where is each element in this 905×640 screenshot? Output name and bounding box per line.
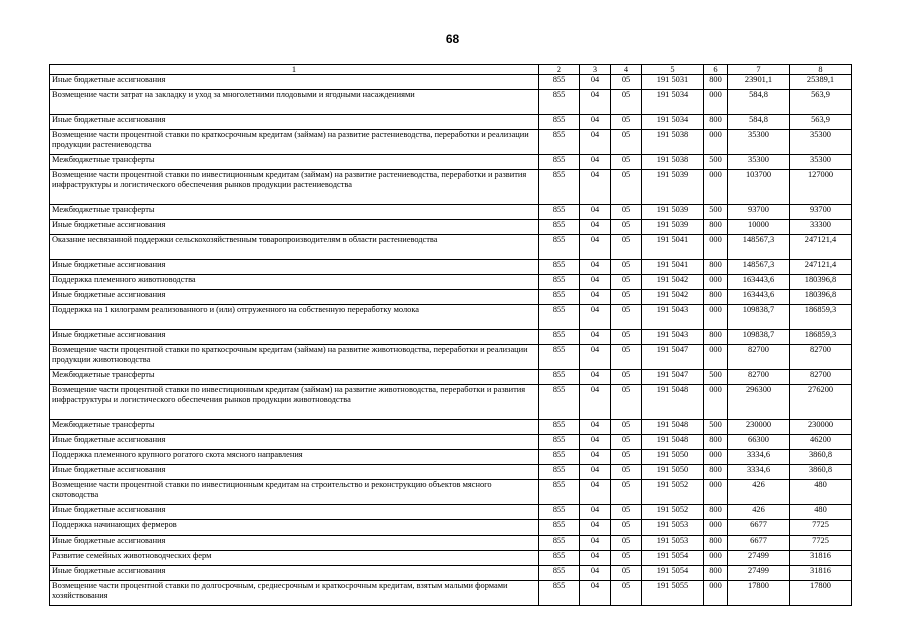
table-row [50,550,852,565]
amount-year-2: 3860,8 [790,465,852,480]
ministry-code: 855 [539,330,580,345]
expense-type-code: 800 [704,535,728,550]
row-name: Иные бюджетные ассигнования [50,535,539,550]
row-name: Иные бюджетные ассигнования [50,434,539,449]
table-row [50,290,852,305]
expense-type-code: 800 [704,290,728,305]
ministry-code: 855 [539,550,580,565]
subsection-code: 05 [611,219,642,234]
subsection-code: 05 [611,90,642,115]
subsection-code: 05 [611,154,642,169]
amount-year-1: 35300 [728,154,790,169]
amount-year-1: 296300 [728,385,790,419]
row-name: Развитие семейных животноводческих ферм [50,550,539,565]
amount-year-1: 148567,3 [728,234,790,259]
row-name: Иные бюджетные ассигнования [50,505,539,520]
section-code: 04 [580,305,611,330]
target-article-code: 191 5053 [642,535,704,550]
target-article-code: 191 5048 [642,385,704,419]
section-code: 04 [580,154,611,169]
subsection-code: 05 [611,330,642,345]
expense-type-code: 500 [704,204,728,219]
subsection-code: 05 [611,450,642,465]
expense-type-code: 000 [704,385,728,419]
expense-type-code: 800 [704,259,728,274]
amount-year-2: 247121,4 [790,234,852,259]
ministry-code: 855 [539,535,580,550]
header-cell: 4 [611,65,642,75]
amount-year-2: 35300 [790,130,852,155]
section-code: 04 [580,565,611,580]
ministry-code: 855 [539,520,580,535]
subsection-code: 05 [611,290,642,305]
table-row [50,370,852,385]
target-article-code: 191 5055 [642,581,704,606]
amount-year-2: 480 [790,505,852,520]
row-name: Иные бюджетные ассигнования [50,259,539,274]
header-cell: 2 [539,65,580,75]
amount-year-2: 180396,8 [790,290,852,305]
amount-year-2: 46200 [790,434,852,449]
expense-type-code: 000 [704,90,728,115]
section-code: 04 [580,581,611,606]
row-name: Иные бюджетные ассигнования [50,465,539,480]
subsection-code: 05 [611,259,642,274]
ministry-code: 855 [539,565,580,580]
table-row [50,234,852,259]
table-row [50,345,852,370]
row-name: Поддержка племенного животноводства [50,274,539,289]
amount-year-2: 186859,3 [790,305,852,330]
subsection-code: 05 [611,345,642,370]
amount-year-1: 103700 [728,170,790,204]
section-code: 04 [580,450,611,465]
ministry-code: 855 [539,130,580,155]
expense-type-code: 500 [704,154,728,169]
ministry-code: 855 [539,305,580,330]
table-row [50,520,852,535]
table-row [50,385,852,419]
subsection-code: 05 [611,434,642,449]
row-name: Возмещение части процентной ставки по долгосрочным, среднесрочным и краткосрочным кредитам, взятым малыми формами хозяйствования [50,581,539,606]
amount-year-1: 82700 [728,345,790,370]
section-code: 04 [580,204,611,219]
header-cell: 1 [50,65,539,75]
table-row [50,330,852,345]
expense-type-code: 800 [704,505,728,520]
expense-type-code: 800 [704,434,728,449]
row-name: Межбюджетные трансферты [50,154,539,169]
expense-type-code: 000 [704,581,728,606]
expense-type-code: 000 [704,550,728,565]
table-row [50,505,852,520]
ministry-code: 855 [539,450,580,465]
ministry-code: 855 [539,114,580,129]
subsection-code: 05 [611,505,642,520]
section-code: 04 [580,130,611,155]
ministry-code: 855 [539,219,580,234]
budget-table [49,64,852,606]
header-row [50,65,852,75]
expense-type-code: 800 [704,465,728,480]
ministry-code: 855 [539,465,580,480]
target-article-code: 191 5034 [642,90,704,115]
target-article-code: 191 5039 [642,204,704,219]
subsection-code: 05 [611,520,642,535]
expense-type-code: 000 [704,345,728,370]
row-name: Поддержка племенного крупного рогатого скота мясного направления [50,450,539,465]
subsection-code: 05 [611,480,642,505]
expense-type-code: 000 [704,450,728,465]
amount-year-2: 563,9 [790,90,852,115]
subsection-code: 05 [611,385,642,419]
amount-year-1: 82700 [728,370,790,385]
amount-year-2: 17800 [790,581,852,606]
table-row [50,259,852,274]
section-code: 04 [580,114,611,129]
section-code: 04 [580,170,611,204]
table-row [50,170,852,204]
amount-year-1: 3334,6 [728,450,790,465]
target-article-code: 191 5043 [642,330,704,345]
expense-type-code: 000 [704,170,728,204]
header-cell: 3 [580,65,611,75]
target-article-code: 191 5050 [642,465,704,480]
target-article-code: 191 5043 [642,305,704,330]
expense-type-code: 800 [704,219,728,234]
header-cell: 8 [790,65,852,75]
section-code: 04 [580,520,611,535]
ministry-code: 855 [539,274,580,289]
table-row [50,75,852,90]
amount-year-2: 7725 [790,535,852,550]
target-article-code: 191 5048 [642,419,704,434]
section-code: 04 [580,219,611,234]
subsection-code: 05 [611,465,642,480]
row-name: Иные бюджетные ассигнования [50,114,539,129]
ministry-code: 855 [539,154,580,169]
target-article-code: 191 5047 [642,345,704,370]
section-code: 04 [580,290,611,305]
subsection-code: 05 [611,370,642,385]
amount-year-2: 25389,1 [790,75,852,90]
row-name: Возмещение части затрат на закладку и уход за многолетними плодовыми и ягодными насаждениями [50,90,539,115]
ministry-code: 855 [539,385,580,419]
amount-year-2: 180396,8 [790,274,852,289]
amount-year-1: 66300 [728,434,790,449]
section-code: 04 [580,274,611,289]
section-code: 04 [580,505,611,520]
target-article-code: 191 5054 [642,550,704,565]
amount-year-1: 35300 [728,130,790,155]
expense-type-code: 800 [704,75,728,90]
amount-year-1: 109838,7 [728,305,790,330]
row-name: Межбюджетные трансферты [50,370,539,385]
section-code: 04 [580,535,611,550]
target-article-code: 191 5041 [642,259,704,274]
target-article-code: 191 5052 [642,480,704,505]
expense-type-code: 500 [704,370,728,385]
amount-year-1: 584,8 [728,90,790,115]
ministry-code: 855 [539,505,580,520]
subsection-code: 05 [611,234,642,259]
amount-year-2: 247121,4 [790,259,852,274]
table-row [50,154,852,169]
expense-type-code: 000 [704,234,728,259]
amount-year-2: 82700 [790,345,852,370]
row-name: Иные бюджетные ассигнования [50,219,539,234]
subsection-code: 05 [611,114,642,129]
section-code: 04 [580,345,611,370]
table-row [50,465,852,480]
row-name: Возмещение части процентной ставки по краткосрочным кредитам (займам) на развитие животноводства, переработки и реализации продукции животноводства [50,345,539,370]
amount-year-2: 82700 [790,370,852,385]
subsection-code: 05 [611,204,642,219]
page-number: 68 [445,32,460,46]
target-article-code: 191 5054 [642,565,704,580]
expense-type-code: 000 [704,480,728,505]
row-name: Межбюджетные трансферты [50,419,539,434]
amount-year-2: 480 [790,480,852,505]
subsection-code: 05 [611,130,642,155]
table-row [50,305,852,330]
target-article-code: 191 5052 [642,505,704,520]
expense-type-code: 800 [704,565,728,580]
table-row [50,565,852,580]
table-row [50,274,852,289]
table-row [50,419,852,434]
target-article-code: 191 5034 [642,114,704,129]
amount-year-2: 35300 [790,154,852,169]
expense-type-code: 800 [704,330,728,345]
row-name: Оказание несвязанной поддержки сельскохозяйственным товаропроизводителям в области растениеводства [50,234,539,259]
amount-year-1: 3334,6 [728,465,790,480]
table-row [50,434,852,449]
table-row [50,535,852,550]
target-article-code: 191 5039 [642,170,704,204]
amount-year-1: 426 [728,480,790,505]
amount-year-1: 163443,6 [728,274,790,289]
row-name: Поддержка начинающих фермеров [50,520,539,535]
target-article-code: 191 5038 [642,130,704,155]
amount-year-2: 276200 [790,385,852,419]
ministry-code: 855 [539,90,580,115]
target-article-code: 191 5039 [642,219,704,234]
ministry-code: 855 [539,75,580,90]
table-row [50,581,852,606]
target-article-code: 191 5031 [642,75,704,90]
ministry-code: 855 [539,581,580,606]
amount-year-1: 10000 [728,219,790,234]
amount-year-1: 23901,1 [728,75,790,90]
row-name: Возмещение части процентной ставки по инвестиционным кредитам на строительство и реконструкцию объектов мясного скотоводства [50,480,539,505]
row-name: Возмещение части процентной ставки по инвестиционным кредитам (займам) на развитие растениеводства, переработки и развития инфраструктуры и логистического обеспечения рынков продукции растениеводства [50,170,539,204]
ministry-code: 855 [539,419,580,434]
table-row [50,450,852,465]
amount-year-1: 93700 [728,204,790,219]
row-name: Поддержка на 1 килограмм реализованного и (или) отгруженного на собственную переработку молока [50,305,539,330]
amount-year-1: 584,8 [728,114,790,129]
target-article-code: 191 5050 [642,450,704,465]
amount-year-1: 6677 [728,520,790,535]
section-code: 04 [580,370,611,385]
expense-type-code: 000 [704,130,728,155]
amount-year-2: 7725 [790,520,852,535]
ministry-code: 855 [539,370,580,385]
table-row [50,130,852,155]
target-article-code: 191 5048 [642,434,704,449]
amount-year-1: 148567,3 [728,259,790,274]
amount-year-2: 3860,8 [790,450,852,465]
amount-year-1: 109838,7 [728,330,790,345]
table-row [50,204,852,219]
target-article-code: 191 5042 [642,290,704,305]
row-name: Иные бюджетные ассигнования [50,330,539,345]
target-article-code: 191 5053 [642,520,704,535]
amount-year-1: 27499 [728,550,790,565]
table-row [50,219,852,234]
subsection-code: 05 [611,419,642,434]
amount-year-2: 127000 [790,170,852,204]
amount-year-2: 33300 [790,219,852,234]
subsection-code: 05 [611,305,642,330]
section-code: 04 [580,259,611,274]
target-article-code: 191 5042 [642,274,704,289]
subsection-code: 05 [611,274,642,289]
amount-year-1: 163443,6 [728,290,790,305]
row-name: Иные бюджетные ассигнования [50,75,539,90]
header-cell: 6 [704,65,728,75]
section-code: 04 [580,465,611,480]
expense-type-code: 000 [704,520,728,535]
section-code: 04 [580,434,611,449]
row-name: Межбюджетные трансферты [50,204,539,219]
target-article-code: 191 5038 [642,154,704,169]
ministry-code: 855 [539,234,580,259]
subsection-code: 05 [611,550,642,565]
section-code: 04 [580,330,611,345]
amount-year-2: 186859,3 [790,330,852,345]
subsection-code: 05 [611,581,642,606]
header-cell: 5 [642,65,704,75]
table-row [50,114,852,129]
amount-year-1: 6677 [728,535,790,550]
ministry-code: 855 [539,204,580,219]
ministry-code: 855 [539,480,580,505]
amount-year-2: 31816 [790,550,852,565]
header-cell: 7 [728,65,790,75]
amount-year-2: 563,9 [790,114,852,129]
subsection-code: 05 [611,75,642,90]
subsection-code: 05 [611,565,642,580]
amount-year-2: 31816 [790,565,852,580]
section-code: 04 [580,234,611,259]
section-code: 04 [580,385,611,419]
ministry-code: 855 [539,259,580,274]
amount-year-1: 230000 [728,419,790,434]
section-code: 04 [580,480,611,505]
expense-type-code: 000 [704,274,728,289]
amount-year-1: 426 [728,505,790,520]
expense-type-code: 000 [704,305,728,330]
expense-type-code: 500 [704,419,728,434]
table-row [50,480,852,505]
row-name: Возмещение части процентной ставки по краткосрочным кредитам (займам) на развитие растениеводства, переработки и реализации продукции растениеводства [50,130,539,155]
amount-year-1: 17800 [728,581,790,606]
section-code: 04 [580,75,611,90]
section-code: 04 [580,419,611,434]
row-name: Иные бюджетные ассигнования [50,565,539,580]
subsection-code: 05 [611,170,642,204]
row-name: Иные бюджетные ассигнования [50,290,539,305]
ministry-code: 855 [539,290,580,305]
subsection-code: 05 [611,535,642,550]
row-name: Возмещение части процентной ставки по инвестиционным кредитам (займам) на развитие животноводства, переработки и развития инфраструктуры и логистического обеспечения рынков продукции животноводства [50,385,539,419]
ministry-code: 855 [539,434,580,449]
expense-type-code: 800 [704,114,728,129]
amount-year-2: 230000 [790,419,852,434]
section-code: 04 [580,550,611,565]
table-row [50,90,852,115]
amount-year-1: 27499 [728,565,790,580]
target-article-code: 191 5041 [642,234,704,259]
ministry-code: 855 [539,170,580,204]
ministry-code: 855 [539,345,580,370]
section-code: 04 [580,90,611,115]
amount-year-2: 93700 [790,204,852,219]
target-article-code: 191 5047 [642,370,704,385]
